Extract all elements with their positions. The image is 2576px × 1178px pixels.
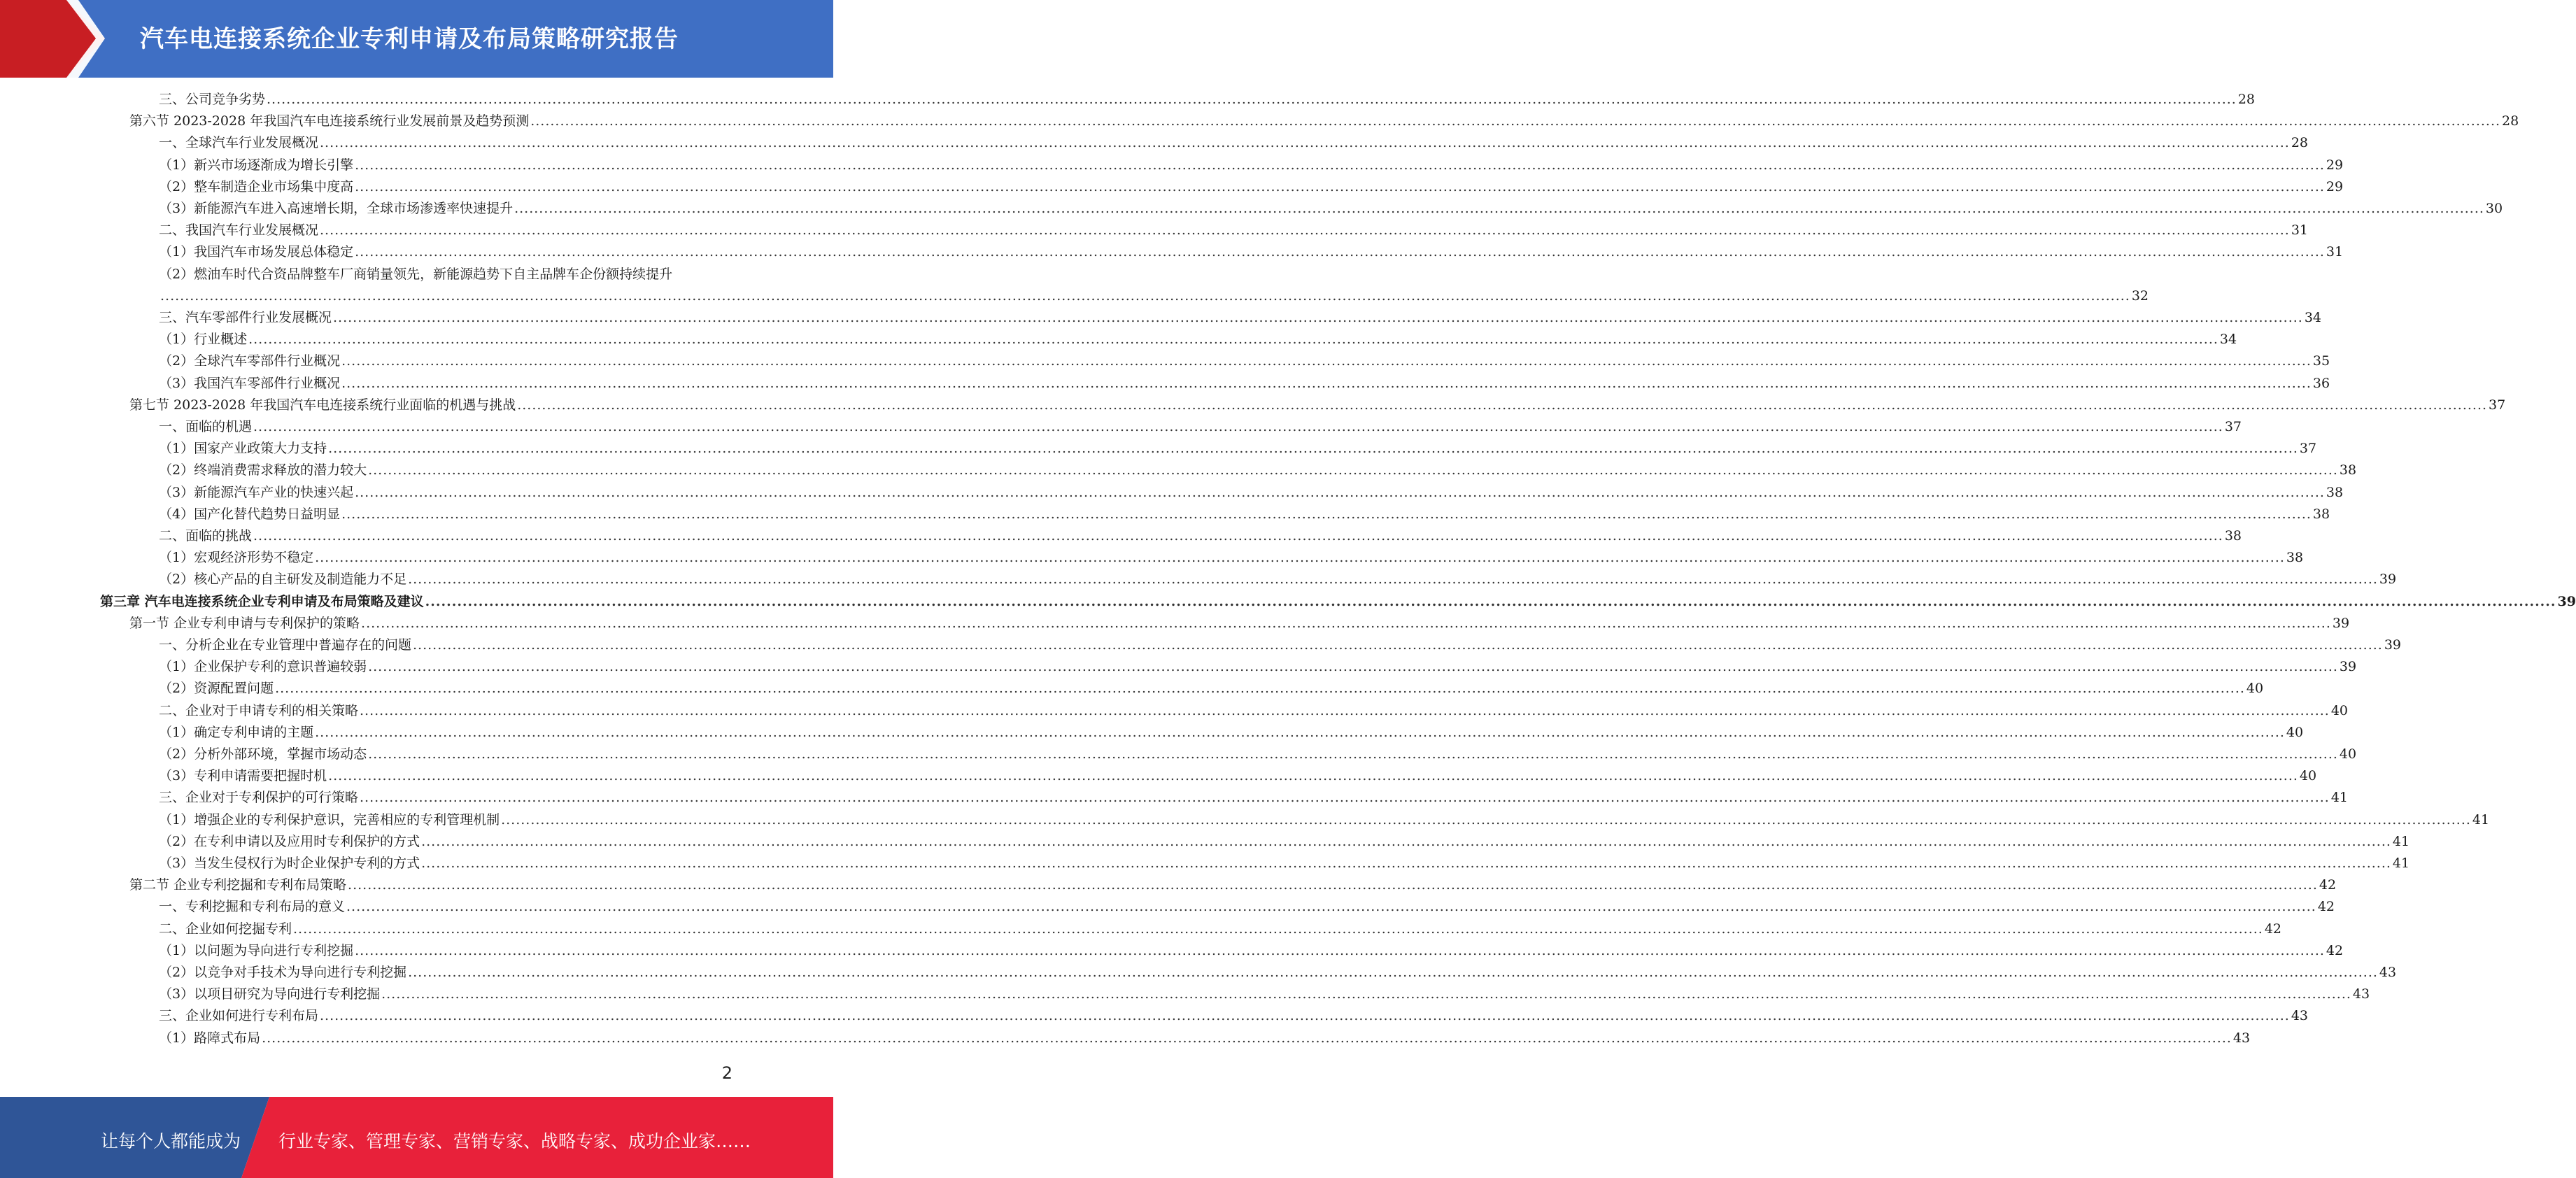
toc-entry[interactable] bbox=[159, 176, 2344, 198]
toc-dot-leader: ................................................................................................................................................................................................................................................................................................................................................................................................................ bbox=[413, 637, 2383, 653]
toc-page-number: 40 bbox=[2246, 681, 2264, 696]
toc-dot-leader: ................................................................................................................................................................................................................................................................................................................................................................................................................ bbox=[275, 681, 2245, 696]
toc-dot-leader: ................................................................................................................................................................................................................................................................................................................................................................................................................ bbox=[346, 899, 2316, 914]
toc-dot-leader: ................................................................................................................................................................................................................................................................................................................................................................................................................ bbox=[368, 462, 2338, 478]
toc-page-number: 28 bbox=[2502, 113, 2519, 129]
toc-dot-leader: ................................................................................................................................................................................................................................................................................................................................................................................................................ bbox=[341, 353, 2312, 369]
toc-page-number: 31 bbox=[2326, 244, 2344, 260]
toc-entry-title: （3）当发生侵权行为时企业保护专利的方式 bbox=[159, 856, 420, 871]
toc-page-number: 41 bbox=[2472, 812, 2490, 828]
toc-entry-title: （1）增强企业的专利保护意识，完善相应的专利管理机制 bbox=[159, 812, 500, 828]
toc-entry[interactable] bbox=[159, 89, 2256, 111]
toc-dot-leader: ................................................................................................................................................................................................................................................................................................................................................................................................................ bbox=[425, 594, 2556, 609]
toc-dot-leader: ................................................................................................................................................................................................................................................................................................................................................................................................................ bbox=[530, 113, 2501, 129]
toc-entry-title: 三、企业对于专利保护的可行策略 bbox=[159, 790, 359, 805]
toc-entry-title: （3）我国汽车零部件行业概况 bbox=[159, 376, 341, 391]
toc-entry[interactable] bbox=[159, 940, 2344, 962]
toc-entry-title: 第一节 企业专利申请与专利保护的策略 bbox=[129, 616, 360, 631]
toc-entry[interactable] bbox=[159, 307, 2322, 329]
toc-page-number: 28 bbox=[2291, 135, 2309, 150]
toc-page-number: 40 bbox=[2299, 768, 2317, 783]
toc-dot-leader: ................................................................................................................................................................................................................................................................................................................................................................................................................ bbox=[341, 376, 2312, 391]
toc-entry-title: （2）终端消费需求释放的潜力较大 bbox=[159, 462, 367, 478]
toc-dot-leader: ................................................................................................................................................................................................................................................................................................................................................................................................................ bbox=[315, 725, 2285, 740]
toc-page-number: 40 bbox=[2286, 725, 2304, 740]
toc-page-number: 38 bbox=[2286, 550, 2304, 565]
toc-dot-leader: ................................................................................................................................................................................................................................................................................................................................................................................................................ bbox=[408, 965, 2378, 980]
toc-entry[interactable] bbox=[159, 656, 2357, 678]
toc-entry[interactable] bbox=[159, 416, 2242, 438]
toc-page-number: 41 bbox=[2392, 856, 2410, 871]
toc-page-number: 42 bbox=[2264, 921, 2282, 937]
toc-dot-leader: ................................................................................................................................................................................................................................................................................................................................................................................................................ bbox=[320, 1008, 2290, 1023]
page-number: 2 bbox=[721, 1063, 733, 1083]
toc-entry[interactable] bbox=[159, 264, 733, 285]
toc-entry-title: 二、面临的挑战 bbox=[159, 528, 253, 544]
toc-page-number: 30 bbox=[2485, 201, 2503, 216]
toc-page-number: 38 bbox=[2326, 485, 2344, 500]
toc-entry-title: （2）整车制造企业市场集中度高 bbox=[159, 179, 354, 194]
toc-entry[interactable] bbox=[159, 504, 2330, 525]
toc-page-number: 28 bbox=[2237, 92, 2256, 107]
footer-banner bbox=[0, 1097, 833, 1178]
toc-entry-title: （1）我国汽车市场发展总体稳定 bbox=[159, 244, 354, 260]
toc-entry[interactable] bbox=[159, 918, 2282, 940]
toc-dot-leader: ................................................................................................................................................................................................................................................................................................................................................................................................................ bbox=[360, 790, 2330, 805]
toc-page-number: 34 bbox=[2304, 310, 2322, 325]
toc-entry-title: （1）宏观经济形势不稳定 bbox=[159, 550, 314, 565]
toc-page-number: 29 bbox=[2326, 157, 2344, 173]
toc-entry-title: 一、专利挖掘和专利布局的意义 bbox=[159, 899, 346, 914]
toc-entry-title: 第三章 汽车电连接系统企业专利申请及布局策略及建议 bbox=[100, 594, 424, 609]
toc-dot-leader: ................................................................................................................................................................................................................................................................................................................................................................................................................ bbox=[341, 506, 2312, 522]
toc-dot-leader: ................................................................................................................................................................................................................................................................................................................................................................................................................ bbox=[253, 528, 2223, 544]
toc-entry[interactable] bbox=[159, 482, 2344, 504]
toc-page-number: 41 bbox=[2392, 834, 2410, 849]
toc-dot-leader: ................................................................................................................................................................................................................................................................................................................................................................................................................ bbox=[267, 92, 2237, 107]
report-header bbox=[0, 0, 833, 78]
toc-entry[interactable] bbox=[100, 591, 2576, 613]
toc-entry-title: （3）新能源汽车产业的快速兴起 bbox=[159, 485, 354, 500]
toc-page-number: 42 bbox=[2326, 943, 2344, 958]
toc-entry-title: （2）以竞争对手技术为导向进行专利挖掘 bbox=[159, 965, 407, 980]
toc-entry[interactable] bbox=[129, 111, 2519, 132]
toc-page-number: 39 bbox=[2379, 572, 2397, 587]
toc-entry[interactable] bbox=[159, 809, 2490, 831]
toc-entry[interactable] bbox=[159, 678, 2264, 700]
toc-entry-title: 二、企业如何挖掘专利 bbox=[159, 921, 292, 937]
toc-entry-title: 第二节 企业专利挖掘和专利布局策略 bbox=[129, 877, 347, 893]
toc-page-number: 43 bbox=[2352, 986, 2370, 1002]
toc-page-number: 39 bbox=[2339, 659, 2357, 674]
toc-dot-leader: ................................................................................................................................................................................................................................................................................................................................................................................................................ bbox=[514, 201, 2484, 216]
toc-entry[interactable] bbox=[129, 395, 2506, 416]
toc-entry[interactable] bbox=[159, 962, 2397, 984]
toc-dot-leader: ................................................................................................................................................................................................................................................................................................................................................................................................................ bbox=[361, 616, 2331, 631]
toc-dot-leader: ................................................................................................................................................................................................................................................................................................................................................................................................................ bbox=[328, 441, 2298, 456]
toc-entry-title: 三、汽车零部件行业发展概况 bbox=[159, 310, 332, 325]
toc-page-number: 37 bbox=[2224, 419, 2242, 434]
toc-page-number: 43 bbox=[2232, 1030, 2251, 1046]
toc-entry-title: （1）新兴市场逐渐成为增长引擎 bbox=[159, 157, 354, 173]
toc-entry[interactable] bbox=[159, 525, 2242, 547]
toc-dot-leader: ................................................................................................................................................................................................................................................................................................................................................................................................................ bbox=[293, 921, 2263, 937]
toc-entry[interactable] bbox=[159, 984, 2370, 1005]
toc-entry-title: 三、企业如何进行专利布局 bbox=[159, 1008, 319, 1023]
toc-entry[interactable] bbox=[159, 329, 2237, 350]
toc-page-number: 40 bbox=[2330, 703, 2349, 718]
toc-dot-leader: ................................................................................................................................................................................................................................................................................................................................................................................................................ bbox=[160, 288, 2130, 304]
toc-entry[interactable] bbox=[159, 722, 2304, 744]
toc-entry-title: （1）确定专利申请的主题 bbox=[159, 725, 314, 740]
toc-page-number: 38 bbox=[2339, 462, 2357, 478]
toc-page-number: 37 bbox=[2299, 441, 2317, 456]
toc-page-number: 42 bbox=[2317, 899, 2335, 914]
toc-page-number: 43 bbox=[2379, 965, 2397, 980]
toc-entry[interactable] bbox=[159, 350, 2330, 372]
toc-entry[interactable] bbox=[159, 634, 2402, 656]
toc-entry[interactable] bbox=[159, 831, 2410, 853]
toc-page-number: 32 bbox=[2131, 288, 2149, 304]
toc-dot-leader: ................................................................................................................................................................................................................................................................................................................................................................................................................ bbox=[517, 397, 2488, 413]
toc-page-number: 35 bbox=[2312, 353, 2330, 369]
toc-entry[interactable] bbox=[159, 373, 2330, 395]
toc-entry-title: （1）路障式布局 bbox=[159, 1030, 261, 1046]
toc-entry-title: 二、企业对于申请专利的相关策略 bbox=[159, 703, 359, 718]
toc-entry[interactable] bbox=[159, 155, 2344, 176]
toc-entry-title: （2）分析外部环境，掌握市场动态 bbox=[159, 746, 367, 762]
toc-dot-leader: ................................................................................................................................................................................................................................................................................................................................................................................................................ bbox=[348, 877, 2318, 893]
toc-page-number: 43 bbox=[2291, 1008, 2309, 1023]
toc-entry[interactable] bbox=[159, 787, 2349, 809]
toc-page-number: 34 bbox=[2219, 332, 2237, 347]
toc-page-number: 39 bbox=[2384, 637, 2402, 653]
toc-entry-title: 一、全球汽车行业发展概况 bbox=[159, 135, 319, 150]
toc-dot-leader: ................................................................................................................................................................................................................................................................................................................................................................................................................ bbox=[355, 244, 2325, 260]
toc-dot-leader: ................................................................................................................................................................................................................................................................................................................................................................................................................ bbox=[501, 812, 2471, 828]
toc-entry-title: （1）以问题为导向进行专利挖掘 bbox=[159, 943, 354, 958]
toc-dot-leader: ................................................................................................................................................................................................................................................................................................................................................................................................................ bbox=[253, 419, 2223, 434]
toc-entry-title: （2）资源配置问题 bbox=[159, 681, 274, 696]
toc-dot-leader: ................................................................................................................................................................................................................................................................................................................................................................................................................ bbox=[320, 222, 2290, 238]
toc-entry-title: （2）燃油车时代合资品牌整车厂商销量领先，新能源趋势下自主品牌车企份额持续提升 bbox=[159, 267, 673, 282]
footer-slogan-left: 让每个人都能成为 bbox=[101, 1131, 241, 1151]
toc-dot-leader: ................................................................................................................................................................................................................................................................................................................................................................................................................ bbox=[262, 1030, 2232, 1046]
toc-entry[interactable] bbox=[129, 874, 2337, 896]
toc-dot-leader: ................................................................................................................................................................................................................................................................................................................................................................................................................ bbox=[368, 746, 2338, 762]
toc-dot-leader: ................................................................................................................................................................................................................................................................................................................................................................................................................ bbox=[368, 659, 2338, 674]
toc-entry-title: （3）专利申请需要把握时机 bbox=[159, 768, 327, 783]
toc-dot-leader: ................................................................................................................................................................................................................................................................................................................................................................................................................ bbox=[360, 703, 2330, 718]
toc-dot-leader: ................................................................................................................................................................................................................................................................................................................................................................................................................ bbox=[355, 485, 2325, 500]
toc-page-number: 39 bbox=[2332, 616, 2350, 631]
toc-dot-leader: ................................................................................................................................................................................................................................................................................................................................................................................................................ bbox=[328, 768, 2298, 783]
toc-entry[interactable] bbox=[159, 241, 2344, 263]
toc-page-number: 38 bbox=[2224, 528, 2242, 544]
toc-entry-title: （2）在专利申请以及应用时专利保护的方式 bbox=[159, 834, 420, 849]
toc-dot-leader: ................................................................................................................................................................................................................................................................................................................................................................................................................ bbox=[315, 550, 2285, 565]
toc-entry-title: 三、公司竞争劣势 bbox=[159, 92, 266, 107]
report-title: 汽车电连接系统企业专利申请及布局策略研究报告 bbox=[140, 25, 679, 53]
toc-entry[interactable] bbox=[159, 765, 2317, 787]
toc-entry[interactable] bbox=[159, 1005, 2309, 1027]
toc-entry[interactable] bbox=[129, 613, 2350, 634]
toc-page-number: 37 bbox=[2489, 397, 2506, 413]
toc-page-number: 38 bbox=[2312, 506, 2330, 522]
toc-entry-title: （1）行业概述 bbox=[159, 332, 248, 347]
toc-entry-title: （2）全球汽车零部件行业概况 bbox=[159, 353, 341, 369]
toc-entry-title: 一、面临的机遇 bbox=[159, 419, 253, 434]
toc-entry-title: 第七节 2023-2028 年我国汽车电连接系统行业面临的机遇与挑战 bbox=[129, 397, 516, 413]
toc-entry-title: （3）新能源汽车进入高速增长期，全球市场渗透率快速提升 bbox=[159, 201, 514, 216]
toc-dot-leader: ................................................................................................................................................................................................................................................................................................................................................................................................................ bbox=[355, 157, 2325, 173]
toc-page-number: 36 bbox=[2312, 376, 2330, 391]
toc-entry[interactable] bbox=[159, 700, 2349, 722]
toc-entry[interactable] bbox=[159, 132, 2309, 154]
toc-dot-leader: ................................................................................................................................................................................................................................................................................................................................................................................................................ bbox=[320, 135, 2290, 150]
toc-entry[interactable] bbox=[159, 285, 2149, 307]
toc-page-number: 29 bbox=[2326, 179, 2344, 194]
header-red-chevron bbox=[0, 0, 105, 78]
toc-entry[interactable] bbox=[159, 547, 2304, 569]
toc-page-number: 41 bbox=[2330, 790, 2349, 805]
toc-entry-title: （2）核心产品的自主研发及制造能力不足 bbox=[159, 572, 407, 587]
toc-entry[interactable] bbox=[159, 896, 2335, 918]
toc-entry-title: （1）国家产业政策大力支持 bbox=[159, 441, 327, 456]
toc-entry[interactable] bbox=[159, 569, 2397, 590]
toc-entry[interactable] bbox=[159, 460, 2357, 481]
toc-page-number: 40 bbox=[2339, 746, 2357, 762]
toc-entry[interactable] bbox=[159, 220, 2309, 241]
toc-page-number: 39 bbox=[2557, 594, 2576, 609]
toc-page-number: 42 bbox=[2319, 877, 2337, 893]
toc-entry[interactable] bbox=[159, 853, 2410, 874]
toc-dot-leader: ................................................................................................................................................................................................................................................................................................................................................................................................................ bbox=[248, 332, 2218, 347]
toc-entry-title: 二、我国汽车行业发展概况 bbox=[159, 222, 319, 238]
toc-entry-title: （3）以项目研究为导向进行专利挖掘 bbox=[159, 986, 381, 1002]
toc-entry[interactable] bbox=[159, 198, 2503, 220]
toc-entry-title: （4）国产化替代趋势日益明显 bbox=[159, 506, 341, 522]
toc-dot-leader: ................................................................................................................................................................................................................................................................................................................................................................................................................ bbox=[421, 834, 2391, 849]
footer-slogan-right: 行业专家、管理专家、营销专家、战略专家、成功企业家…… bbox=[278, 1131, 751, 1151]
toc-dot-leader: ................................................................................................................................................................................................................................................................................................................................................................................................................ bbox=[333, 310, 2303, 325]
toc-dot-leader: ................................................................................................................................................................................................................................................................................................................................................................................................................ bbox=[355, 179, 2325, 194]
toc-entry[interactable] bbox=[159, 1028, 2251, 1049]
toc-entry-title: （1）企业保护专利的意识普遍较弱 bbox=[159, 659, 367, 674]
toc-entry-title: 一、分析企业在专业管理中普遍存在的问题 bbox=[159, 637, 412, 653]
toc-dot-leader: ................................................................................................................................................................................................................................................................................................................................................................................................................ bbox=[381, 986, 2351, 1002]
toc-dot-leader: ................................................................................................................................................................................................................................................................................................................................................................................................................ bbox=[355, 943, 2325, 958]
toc-entry-title: 第六节 2023-2028 年我国汽车电连接系统行业发展前景及趋势预测 bbox=[129, 113, 530, 129]
toc-dot-leader: ................................................................................................................................................................................................................................................................................................................................................................................................................ bbox=[421, 856, 2391, 871]
toc-page-number: 31 bbox=[2291, 222, 2309, 238]
toc-entry[interactable] bbox=[159, 744, 2357, 765]
toc-entry[interactable] bbox=[159, 438, 2317, 460]
toc-dot-leader: ................................................................................................................................................................................................................................................................................................................................................................................................................ bbox=[408, 572, 2378, 587]
